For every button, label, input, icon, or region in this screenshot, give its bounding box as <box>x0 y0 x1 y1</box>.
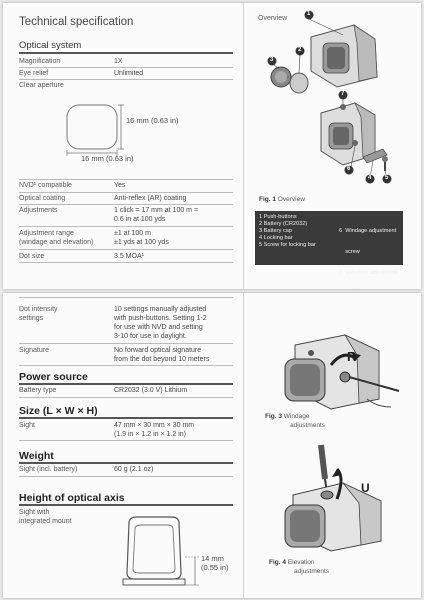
coating-value: Anti-reflex (AR) coating <box>114 195 187 202</box>
optical-system-heading: Optical system <box>19 40 82 51</box>
magnification-value: 1X <box>114 58 123 65</box>
dot-intensity-line-1: 10 settings manually adjusted <box>114 306 207 313</box>
row-divider <box>19 297 233 298</box>
page-title: Technical specification <box>19 16 134 28</box>
dot-intensity-line-4: 3-10 for use in daylight. <box>114 333 187 340</box>
row-divider <box>19 204 233 205</box>
fig4-caption <box>269 559 315 566</box>
legend-item: 5 Screw for locking bar <box>259 242 316 248</box>
callout-1: 1 <box>307 11 311 17</box>
section-rule <box>19 52 233 54</box>
legend-item: 7 Elevation adjustment <box>339 270 398 276</box>
legend-item: 4 Locking bar <box>259 235 293 241</box>
fig3-text-1: Windage <box>283 413 310 420</box>
row-divider <box>19 226 233 227</box>
fig3-number: Fig. 3 <box>265 413 282 420</box>
dot-intensity-line-2: with push-buttons. Setting 1-2 <box>114 315 207 322</box>
callout-5: 5 <box>385 175 389 181</box>
dot-intensity-line-3: for use with NVD and setting <box>114 324 203 331</box>
battery-type-value: CR2032 (3.0 V) Lithium <box>114 387 188 394</box>
row-divider <box>19 262 233 263</box>
dot-size-label: Dot size <box>19 253 45 260</box>
windage-letter: R <box>347 349 357 364</box>
windage-diagram <box>281 329 407 413</box>
legend-item: 6 Windage adjustment <box>339 228 397 234</box>
callout-layer <box>259 5 409 190</box>
callout-7: 7 <box>341 91 345 97</box>
fig1-text: Overview <box>277 196 305 203</box>
eye-relief-value: Unlimited <box>114 70 144 77</box>
size-heading: Size (L × W × H) <box>19 405 98 417</box>
row-divider <box>19 343 233 344</box>
clear-aperture-label: Clear aperture <box>19 82 64 89</box>
signature-line-2: from the dot beyond 10 meters <box>114 356 210 363</box>
fig4-text-1: Elevation <box>287 559 315 566</box>
row-divider <box>19 67 233 68</box>
axis-label: Sight with <box>19 509 50 516</box>
page-fold <box>243 293 244 598</box>
axis-label-2: integrated mount <box>19 518 72 525</box>
weight-value: 60 g (2.1 oz) <box>114 466 154 473</box>
magnification-label: Magnification <box>19 58 61 65</box>
weight-label: Sight (incl. battery) <box>19 466 78 473</box>
callout-2: 2 <box>298 47 302 53</box>
coating-label: Optical coating <box>19 195 66 202</box>
elevation-letter: U <box>361 481 370 495</box>
adjustments-value: 1 click = 17 mm at 100 m = <box>114 207 199 214</box>
row-divider <box>19 397 233 398</box>
aperture-width-label: 16 mm (0.63 in) <box>81 154 134 163</box>
size-sight-label: Sight <box>19 422 35 429</box>
row-divider <box>19 179 233 180</box>
overview-label: Overview <box>258 15 288 22</box>
legend-item: 3 Battery cap <box>259 228 292 234</box>
elevation-diagram <box>285 443 395 555</box>
legend-left-column <box>259 214 316 249</box>
dot-size-value: 3.5 MOA¹ <box>114 253 144 260</box>
row-divider <box>19 79 233 80</box>
fig4-text-2: adjustments <box>294 568 330 575</box>
row-divider <box>19 365 233 366</box>
battery-type-label: Battery type <box>19 387 57 394</box>
legend-item: screw <box>339 249 360 255</box>
spec-page-bottom <box>3 293 421 598</box>
dot-intensity-label-2: settings <box>19 315 44 322</box>
fig4-number: Fig. 4 <box>269 559 286 566</box>
fig3-caption <box>265 413 309 420</box>
callout-6: 6 <box>347 166 351 172</box>
signature-line-1: No forward optical signature <box>114 347 202 354</box>
legend-item: 2 Battery (CR2032) <box>259 221 308 227</box>
section-rule <box>19 383 233 385</box>
range-label-2: (windage and elevation) <box>19 239 94 246</box>
row-divider <box>19 249 233 250</box>
axis-dim-1: 14 mm <box>201 554 224 563</box>
dot-intensity-label: Dot intensity <box>19 306 58 313</box>
nvd-label: NVD¹ compatible <box>19 182 72 189</box>
eye-relief-label: Eye relief <box>19 70 49 77</box>
section-rule <box>19 417 233 419</box>
size-line-2: (1.9 in × 1.2 in × 1.2 in) <box>114 431 186 438</box>
row-divider <box>19 476 233 477</box>
fig1-legend <box>255 211 403 276</box>
nvd-value: Yes <box>114 182 126 189</box>
signature-label: Signature <box>19 347 49 354</box>
adjustments-label: Adjustments <box>19 207 58 214</box>
range-label: Adjustment range <box>19 230 74 237</box>
aperture-height-label: 16 mm (0.63 in) <box>126 116 179 125</box>
section-rule <box>19 462 233 464</box>
row-divider <box>19 192 233 193</box>
legend-item: 1 Push-buttons <box>259 214 297 220</box>
weight-heading: Weight <box>19 450 54 462</box>
fig1-number: Fig. 1 <box>259 196 276 203</box>
spec-page-top <box>3 3 421 289</box>
fig1-caption <box>259 196 305 203</box>
page-fold <box>243 3 244 289</box>
callout-4: 4 <box>368 175 372 181</box>
axis-heading: Height of optical axis <box>19 492 125 504</box>
range-value: ±1 at 100 m <box>114 230 151 237</box>
range-value-2: ±1 yds at 100 yds <box>114 239 169 246</box>
section-rule <box>19 504 233 506</box>
power-heading: Power source <box>19 371 88 383</box>
size-line-1: 47 mm × 30 mm × 30 mm <box>114 422 195 429</box>
row-divider <box>19 440 233 441</box>
fig3-text-2: adjustments <box>290 422 326 429</box>
callout-3: 3 <box>270 57 274 63</box>
axis-dim-2: (0.55 in) <box>201 563 229 572</box>
adjustments-value-2: 0.6 in at 100 yds <box>114 216 166 223</box>
